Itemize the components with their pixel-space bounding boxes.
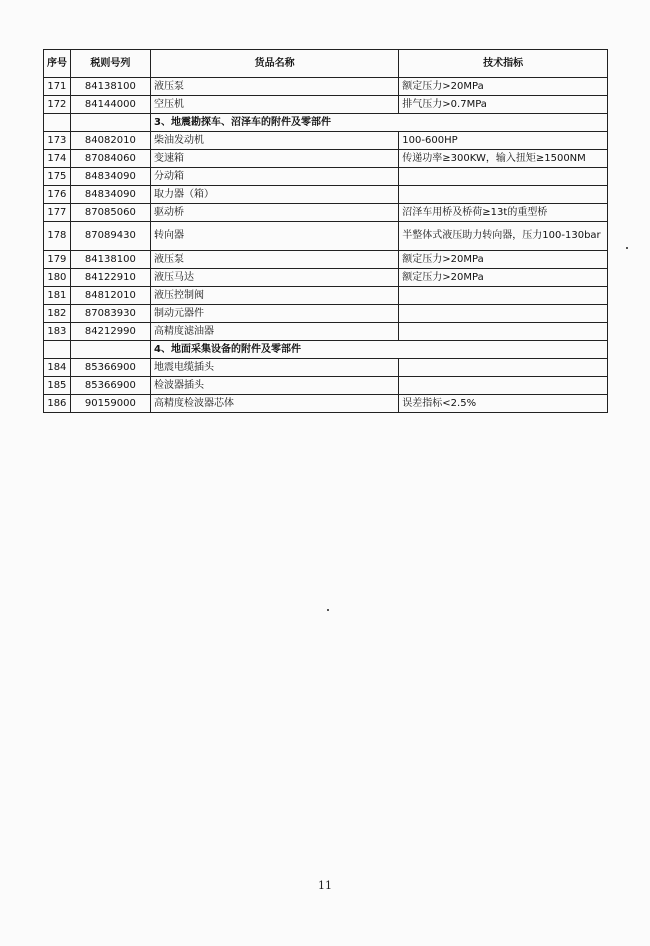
name-cell: 液压马达 [151, 269, 399, 287]
seq-cell [44, 114, 71, 132]
name-cell: 空压机 [151, 96, 399, 114]
table-row [44, 186, 608, 204]
seq-cell: 178 [44, 222, 71, 251]
name-cell: 取力器（箱） [151, 186, 399, 204]
table-row [44, 78, 608, 96]
name-cell: 液压控制阀 [151, 287, 399, 305]
header-seq: 序号 [44, 50, 71, 78]
code-cell: 87085060 [70, 204, 150, 222]
spec-cell [399, 359, 608, 377]
table-row [44, 359, 608, 377]
section-heading: 4、地面采集设备的附件及零部件 [151, 341, 608, 359]
name-cell: 变速箱 [151, 150, 399, 168]
table-section-row [44, 341, 608, 359]
section-heading: 3、地震勘探车、沼泽车的附件及零部件 [151, 114, 608, 132]
code-cell: 84834090 [70, 186, 150, 204]
seq-cell: 183 [44, 323, 71, 341]
seq-cell: 179 [44, 251, 71, 269]
code-cell: 84138100 [70, 78, 150, 96]
table-row [44, 168, 608, 186]
table-body [44, 78, 608, 413]
code-cell: 85366900 [70, 359, 150, 377]
code-cell: 84122910 [70, 269, 150, 287]
page-number: 11 [318, 879, 332, 892]
name-cell: 转向器 [151, 222, 399, 251]
seq-cell: 171 [44, 78, 71, 96]
tariff-table [43, 49, 608, 413]
table-row [44, 251, 608, 269]
spec-cell [399, 186, 608, 204]
table-row [44, 377, 608, 395]
scan-speck [626, 247, 628, 249]
seq-cell: 181 [44, 287, 71, 305]
table-row [44, 222, 608, 251]
code-cell: 87089430 [70, 222, 150, 251]
table-row [44, 269, 608, 287]
spec-cell [399, 323, 608, 341]
header-spec: 技术指标 [399, 50, 608, 78]
spec-cell: 额定压力>20MPa [399, 269, 608, 287]
spec-cell [399, 168, 608, 186]
header-name: 货品名称 [151, 50, 399, 78]
code-cell [70, 341, 150, 359]
spec-cell [399, 377, 608, 395]
code-cell: 84834090 [70, 168, 150, 186]
code-cell: 84212990 [70, 323, 150, 341]
name-cell: 地震电缆插头 [151, 359, 399, 377]
code-cell: 90159000 [70, 395, 150, 413]
table-row [44, 305, 608, 323]
table-section-row [44, 114, 608, 132]
name-cell: 液压泵 [151, 251, 399, 269]
table-row [44, 96, 608, 114]
name-cell: 驱动桥 [151, 204, 399, 222]
name-cell: 检波器插头 [151, 377, 399, 395]
name-cell: 液压泵 [151, 78, 399, 96]
seq-cell: 175 [44, 168, 71, 186]
name-cell: 高精度检波器芯体 [151, 395, 399, 413]
seq-cell: 174 [44, 150, 71, 168]
table-row [44, 132, 608, 150]
code-cell: 87084060 [70, 150, 150, 168]
code-cell: 84144000 [70, 96, 150, 114]
seq-cell: 182 [44, 305, 71, 323]
spec-cell [399, 305, 608, 323]
scan-speck [327, 609, 329, 611]
code-cell: 84082010 [70, 132, 150, 150]
code-cell: 85366900 [70, 377, 150, 395]
name-cell: 分动箱 [151, 168, 399, 186]
name-cell: 高精度滤油器 [151, 323, 399, 341]
seq-cell: 186 [44, 395, 71, 413]
spec-cell [399, 287, 608, 305]
spec-cell: 沼泽车用桥及桥荷≥13t的重型桥 [399, 204, 608, 222]
name-cell: 制动元器件 [151, 305, 399, 323]
seq-cell: 180 [44, 269, 71, 287]
seq-cell: 185 [44, 377, 71, 395]
code-cell: 84812010 [70, 287, 150, 305]
spec-cell: 排气压力>0.7MPa [399, 96, 608, 114]
spec-cell: 误差指标<2.5% [399, 395, 608, 413]
table-row [44, 287, 608, 305]
table-row [44, 204, 608, 222]
spec-cell: 传递功率≥300KW，输入扭矩≥1500NM [399, 150, 608, 168]
table-row [44, 395, 608, 413]
seq-cell: 173 [44, 132, 71, 150]
spec-cell: 额定压力>20MPa [399, 78, 608, 96]
spec-cell: 额定压力>20MPa [399, 251, 608, 269]
seq-cell: 177 [44, 204, 71, 222]
spec-cell: 100-600HP [399, 132, 608, 150]
table-header-row [44, 50, 608, 78]
table-row [44, 323, 608, 341]
spec-cell: 半整体式液压助力转向器，压力100-130bar [399, 222, 608, 251]
header-code: 税则号列 [70, 50, 150, 78]
code-cell [70, 114, 150, 132]
seq-cell: 184 [44, 359, 71, 377]
name-cell: 柴油发动机 [151, 132, 399, 150]
seq-cell: 176 [44, 186, 71, 204]
code-cell: 87083930 [70, 305, 150, 323]
seq-cell: 172 [44, 96, 71, 114]
seq-cell [44, 341, 71, 359]
code-cell: 84138100 [70, 251, 150, 269]
table-row [44, 150, 608, 168]
